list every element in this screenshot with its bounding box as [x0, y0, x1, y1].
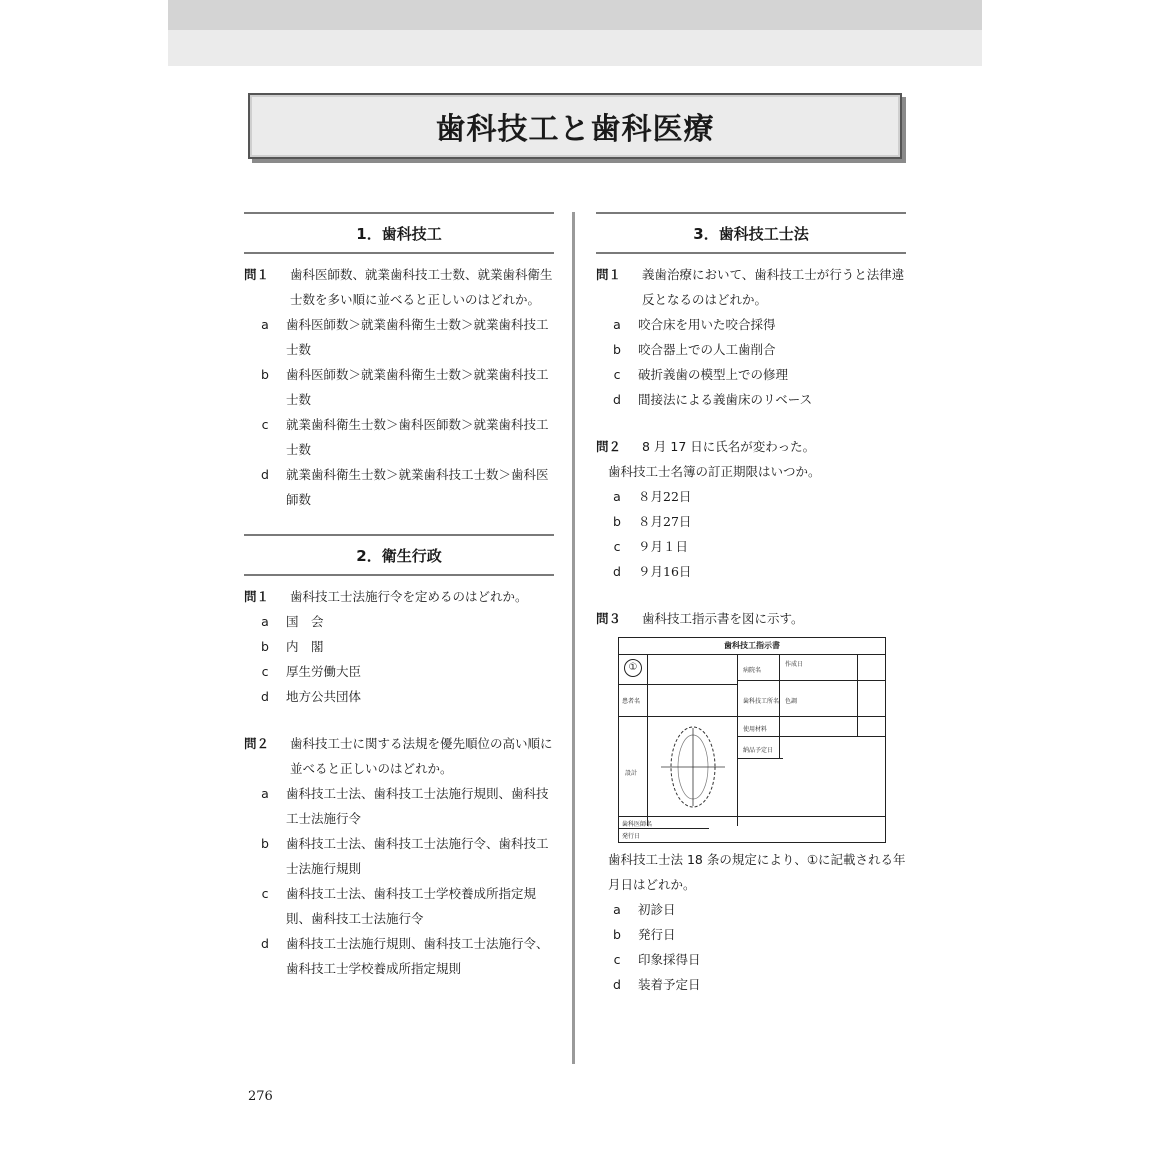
- option-letter: c: [613, 367, 621, 382]
- question-text: 義歯治療において、歯科技工士が行うと法律違反となるのはどれか。: [642, 267, 905, 307]
- question-text: [642, 434, 906, 459]
- option-text: 歯科技工士法、歯科技工士学校養成所指定規則、歯科技工士法施行令: [286, 886, 537, 926]
- form-rule: [619, 684, 737, 685]
- column-divider: [572, 212, 575, 1064]
- option: [596, 509, 906, 534]
- option: [596, 947, 906, 972]
- option: [244, 312, 554, 362]
- option-letter: b: [613, 927, 621, 942]
- option-letter: c: [261, 886, 269, 901]
- question: [596, 262, 906, 312]
- form-date-label: 作成日: [785, 661, 804, 668]
- option-letter: b: [261, 836, 269, 851]
- option: [244, 362, 554, 412]
- option-letter: c: [613, 539, 621, 554]
- option-text: ８月27日: [638, 514, 692, 529]
- header-band: [168, 0, 982, 66]
- option-text: 間接法による義歯床のリベース: [638, 392, 813, 407]
- option-text: ９月16日: [638, 564, 692, 579]
- option-text: 就業歯科衛生士数＞就業歯科技工士数＞歯科医師数: [286, 467, 549, 507]
- option: [244, 634, 554, 659]
- question: [244, 731, 554, 781]
- option-letter: b: [613, 342, 621, 357]
- option-letter: a: [613, 489, 621, 504]
- form-rule: [779, 654, 780, 758]
- question-text: 歯科技工士法施行令を定めるのはどれか。: [290, 589, 528, 604]
- question-followup: [596, 847, 906, 897]
- option-letter: d: [613, 977, 621, 992]
- option-text: 内 閣: [286, 639, 324, 654]
- option-letter: d: [261, 689, 269, 704]
- right-column: [596, 212, 906, 997]
- option-text: 初診日: [638, 902, 676, 917]
- section-heading-3: 3．歯科技工士法: [596, 212, 906, 254]
- option: [244, 831, 554, 881]
- form-patient-label: 患者名: [622, 698, 641, 705]
- option-letter: a: [613, 317, 621, 332]
- question-number: 問１: [596, 267, 622, 282]
- form-rule: [737, 758, 783, 759]
- form-design-label: 設計: [625, 770, 638, 777]
- option: [244, 659, 554, 684]
- option-letter: a: [261, 317, 269, 332]
- left-column: [244, 212, 554, 981]
- option-letter: d: [261, 936, 269, 951]
- option-text: 装着予定日: [638, 977, 701, 992]
- option-letter: c: [613, 952, 621, 967]
- option-text: 発行日: [638, 927, 676, 942]
- form-rule: [619, 716, 737, 717]
- option: [596, 922, 906, 947]
- form-issue-date-label: 発行日: [622, 833, 641, 840]
- form-delivery-label: 納品予定日: [743, 747, 774, 754]
- question-continued: [596, 459, 906, 484]
- option-letter: a: [261, 614, 269, 629]
- form-rule: [737, 736, 885, 737]
- option-letter: d: [261, 467, 269, 482]
- option: [596, 534, 906, 559]
- question-number: 問２: [596, 439, 622, 454]
- page-title-box: [248, 93, 902, 159]
- work-order-form-figure: [618, 637, 886, 843]
- option-text: 歯科技工士法施行規則、歯科技工士法施行令、歯科技工士学校養成所指定規則: [286, 936, 549, 976]
- option: [596, 387, 906, 412]
- form-shade-label: 色調: [785, 698, 798, 705]
- option-letter: a: [261, 786, 269, 801]
- dental-arch-diagram: [653, 720, 733, 814]
- form-lab-label: 歯科技工所名: [743, 698, 780, 705]
- option-text: 歯科医師数＞就業歯科衛生士数＞就業歯科技工士数: [286, 317, 549, 357]
- form-rule: [857, 654, 858, 736]
- circled-one-mark: ①: [624, 659, 642, 677]
- question: [596, 434, 906, 459]
- option-text: 厚生労働大臣: [286, 664, 362, 679]
- option: [596, 362, 906, 387]
- page-number: 276: [248, 1089, 273, 1104]
- question-text: 歯科技工指示書を図に示す。: [642, 611, 804, 626]
- option-text: ９月１日: [638, 539, 689, 554]
- option: [596, 972, 906, 997]
- option-letter: c: [261, 664, 269, 679]
- option: [596, 312, 906, 337]
- option-letter: b: [261, 639, 269, 654]
- option: [596, 559, 906, 584]
- option: [244, 462, 554, 512]
- form-rule: [737, 680, 885, 681]
- question-text: 歯科医師数、就業歯科技工士数、就業歯科衛生士数を多い順に並べると正しいのはどれか。: [290, 267, 553, 307]
- question-text-line2: 歯科技工士名簿の訂正期限はいつか。: [608, 464, 821, 479]
- option: [596, 337, 906, 362]
- question-number: 問１: [244, 589, 270, 604]
- option: [244, 609, 554, 634]
- option: [596, 484, 906, 509]
- question-followup-text: 歯科技工士法 18 条の規定により、①に記載される年月日はどれか。: [608, 852, 906, 892]
- option-letter: d: [613, 392, 621, 407]
- form-title: 歯科技工指示書: [619, 638, 885, 655]
- option-letter: d: [613, 564, 621, 579]
- option-text: 歯科医師数＞就業歯科衛生士数＞就業歯科技工士数: [286, 367, 549, 407]
- option-text: 就業歯科衛生士数＞歯科医師数＞就業歯科技工士数: [286, 417, 549, 457]
- form-dentist-label: 歯科医師名: [622, 821, 653, 828]
- form-material-label: 使用材料: [743, 726, 768, 733]
- option-text: ８月22日: [638, 489, 692, 504]
- option: [596, 897, 906, 922]
- page-title: 歯科技工と歯科医療: [435, 112, 715, 147]
- option-text: 咬合床を用いた咬合採得: [638, 317, 776, 332]
- question: [596, 606, 906, 631]
- option: [244, 684, 554, 709]
- option: [244, 931, 554, 981]
- option-text: 咬合器上での人工歯削合: [638, 342, 776, 357]
- question-text-line1: 8 月 17 日に氏名が変わった。: [642, 439, 816, 454]
- question-number: 問２: [244, 736, 270, 751]
- question-text: 歯科技工士に関する法規を優先順位の高い順に並べると正しいのはどれか。: [290, 736, 553, 776]
- option-letter: c: [261, 417, 269, 432]
- form-rule: [619, 816, 885, 817]
- option: [244, 781, 554, 831]
- option-letter: b: [261, 367, 269, 382]
- option-text: 破折義歯の模型上での修理: [638, 367, 789, 382]
- form-rule: [619, 828, 709, 829]
- question-number: 問１: [244, 267, 270, 282]
- question-number: 問３: [596, 611, 622, 626]
- question: [244, 584, 554, 609]
- section-heading-1: 1．歯科技工: [244, 212, 554, 254]
- form-hospital-label: 病院名: [743, 667, 762, 674]
- option-text: 地方公共団体: [286, 689, 362, 704]
- option-text: 国 会: [286, 614, 324, 629]
- option-letter: b: [613, 514, 621, 529]
- question: [244, 262, 554, 312]
- form-rule: [737, 716, 885, 717]
- option-text: 歯科技工士法、歯科技工士法施行令、歯科技工士法施行規則: [286, 836, 549, 876]
- form-rule: [647, 654, 648, 826]
- option-letter: a: [613, 902, 621, 917]
- option: [244, 412, 554, 462]
- section-heading-2: 2．衛生行政: [244, 534, 554, 576]
- option-text: 印象採得日: [638, 952, 701, 967]
- option: [244, 881, 554, 931]
- option-text: 歯科技工士法、歯科技工士法施行規則、歯科技工士法施行令: [286, 786, 549, 826]
